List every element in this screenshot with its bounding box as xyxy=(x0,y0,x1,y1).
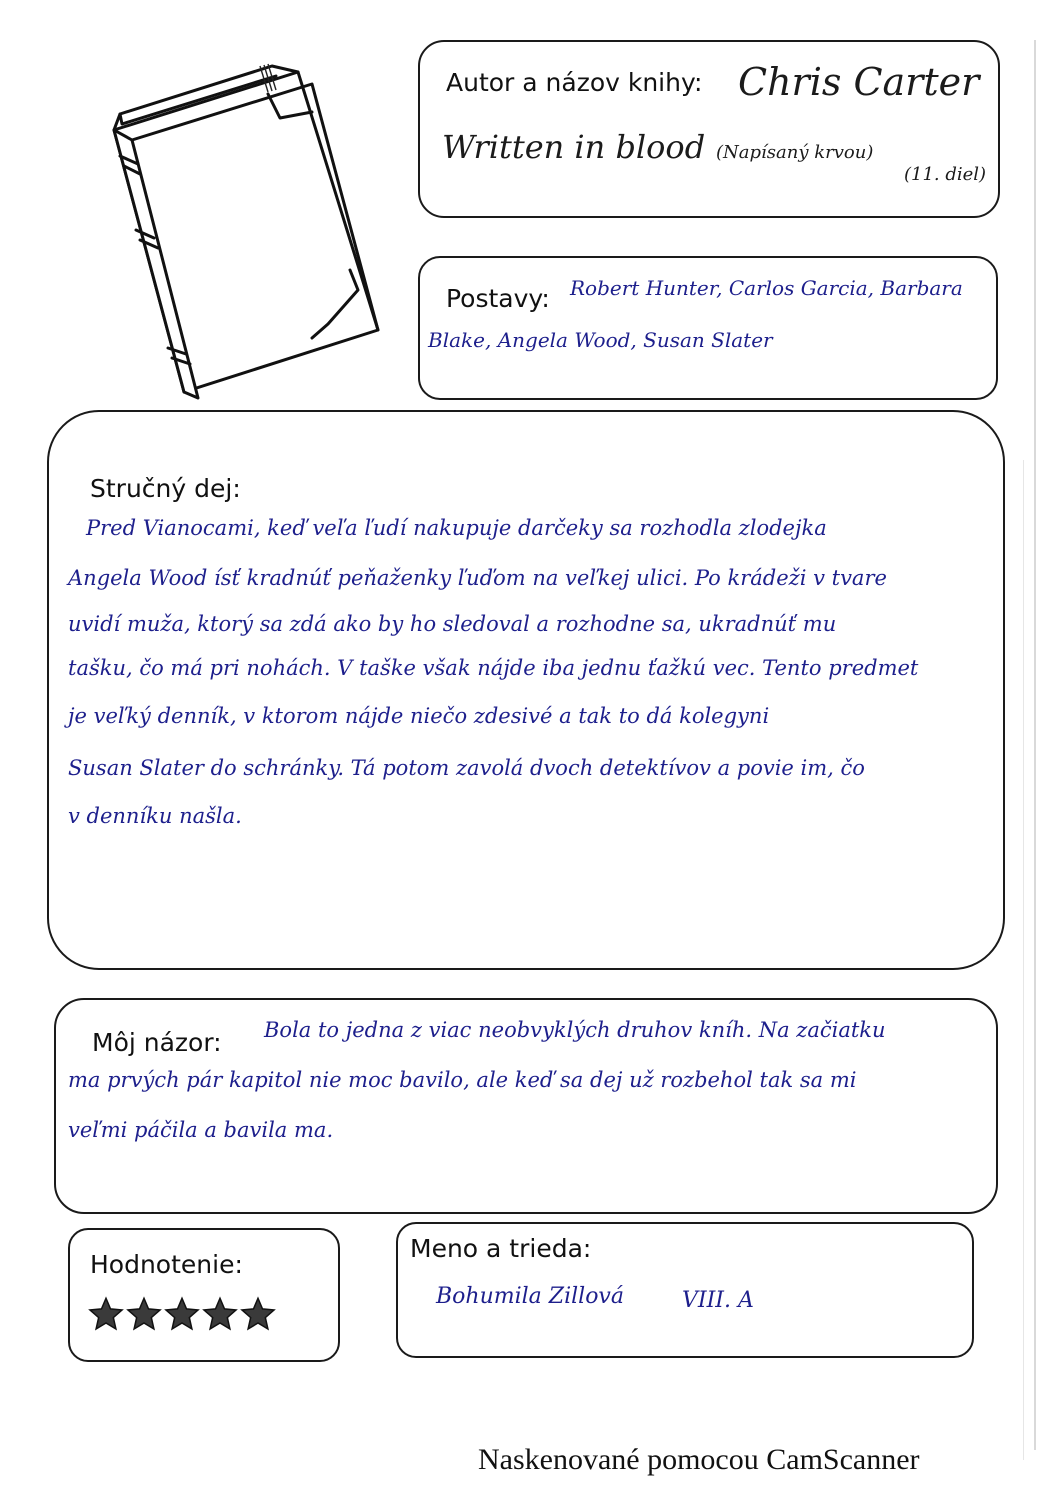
star-icon xyxy=(164,1296,200,1332)
plot-line: v denníku našla. xyxy=(68,804,242,828)
book-illustration xyxy=(80,52,400,412)
author-name: Chris Carter xyxy=(738,60,980,104)
scanner-watermark: Naskenované pomocou CamScanner xyxy=(478,1443,920,1476)
opinion-line: veľmi páčila a bavila ma. xyxy=(68,1118,334,1142)
plot-label: Stručný dej: xyxy=(90,474,241,503)
name-class-label: Meno a trieda: xyxy=(410,1234,592,1263)
student-class: VIII. A xyxy=(682,1288,754,1313)
page-edge-shadow xyxy=(1034,40,1036,1450)
star-icon xyxy=(202,1296,238,1332)
opinion-label: Môj názor: xyxy=(92,1028,222,1057)
star-icon xyxy=(240,1296,276,1332)
plot-line: je veľký denník, v ktorom nájde niečo zdesivé a tak to dá kolegyni xyxy=(68,704,770,728)
book-title: Written in blood xyxy=(442,128,706,166)
rating-box xyxy=(68,1228,340,1362)
characters-label: Postavy: xyxy=(446,284,550,313)
opinion-line: Bola to jedna z viac neobvyklých druhov kníh. Na začiatku xyxy=(264,1018,886,1042)
plot-line: Susan Slater do schránky. Tá potom zavolá dvoch detektívov a povie im, čo xyxy=(68,756,865,780)
book-title-translation: (Napísaný krvou) xyxy=(716,142,874,163)
plot-line: tašku, čo má pri nohách. V taške však nájde iba jednu ťažkú vec. Tento predmet xyxy=(68,656,919,680)
author-title-label: Autor a názov knihy: xyxy=(446,68,703,97)
student-name: Bohumila Zillová xyxy=(436,1284,624,1309)
plot-line: uvidí muža, ktorý sa zdá ako by ho sledoval a rozhodne sa, ukradnúť mu xyxy=(68,612,837,636)
characters-line-1: Robert Hunter, Carlos Garcia, Barbara xyxy=(570,276,963,300)
star-icon xyxy=(126,1296,162,1332)
volume-number: (11. diel) xyxy=(904,164,987,185)
characters-line-2: Blake, Angela Wood, Susan Slater xyxy=(428,328,773,352)
plot-line: Angela Wood ísť kradnúť peňaženky ľuďom na veľkej ulici. Po krádeži v tvare xyxy=(68,566,887,590)
star-icon xyxy=(88,1296,124,1332)
opinion-line: ma prvých pár kapitol nie moc bavilo, ale keď sa dej už rozbehol tak sa mi xyxy=(68,1068,857,1092)
rating-label: Hodnotenie: xyxy=(90,1250,243,1279)
page-edge-shadow-inner xyxy=(1023,460,1024,1460)
plot-line: Pred Vianocami, keď veľa ľudí nakupuje darčeky sa rozhodla zlodejka xyxy=(86,516,827,540)
